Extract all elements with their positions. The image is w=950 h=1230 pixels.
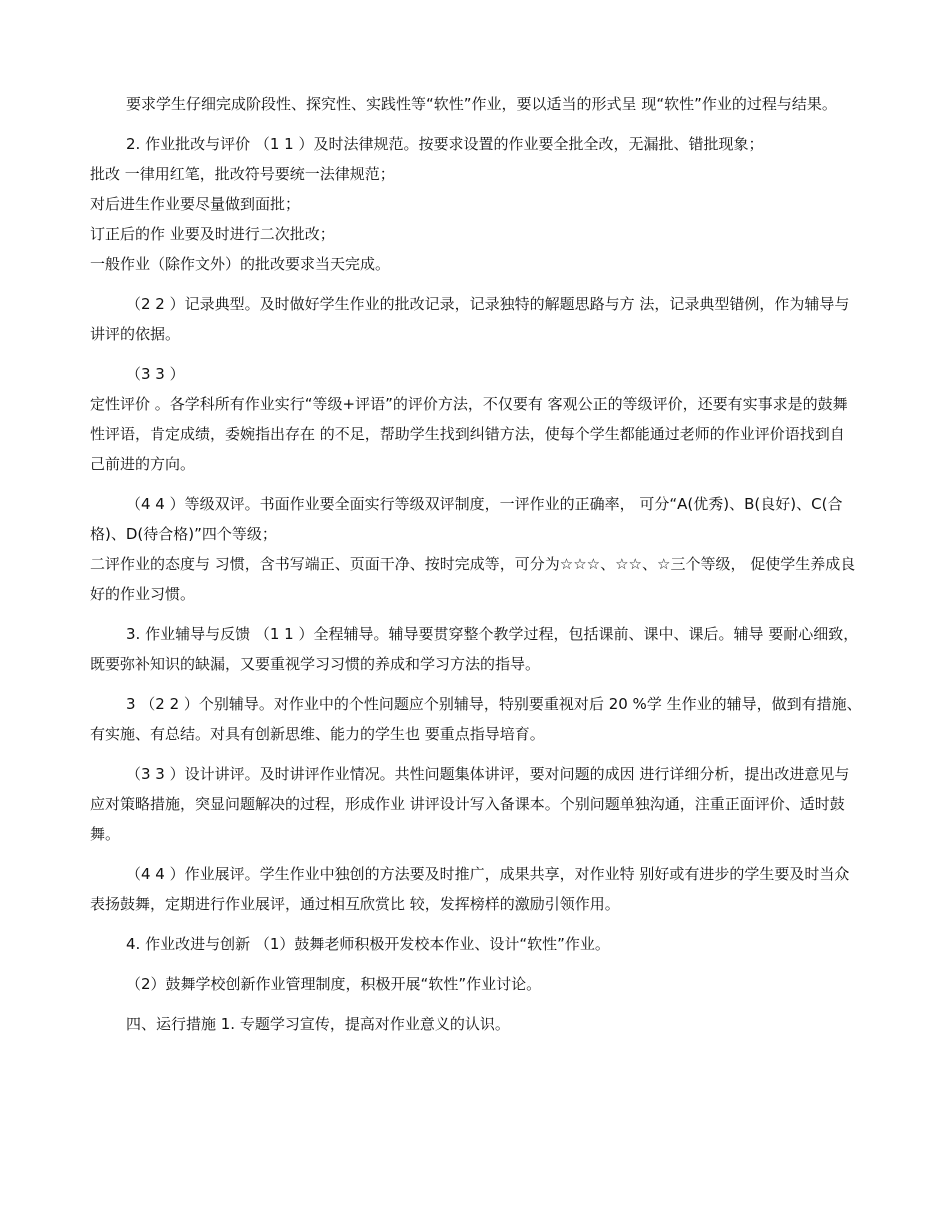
paragraph: 4. 作业改进与创新 （1）鼓舞老师积极开发校本作业、设计“软性”作业。 bbox=[126, 935, 610, 953]
paragraph: 2. 作业批改与评价 （1 1 ）及时法律规范。按要求设置的作业要全批全改，无漏批、错批现象； bbox=[126, 135, 764, 153]
document-body bbox=[90, 89, 862, 1039]
paragraph: （2）鼓舞学校创新作业管理制度，积极开展“软性”作业讨论。 bbox=[126, 975, 542, 993]
paragraph: （3 3 ）设计讲评。及时讲评作业情况。共性问题集体讲评，要对问题的成因 进行详细分析，提出改进意见与应对策略措施，突显问题解决的过程，形成作业 讲评设计写入备课本。个别问题单独沟通，注重正面评价、适时鼓舞。 bbox=[90, 765, 850, 843]
paragraph: 二评作业的态度与 习惯，含书写端正、页面干净、按时完成等，可分为☆☆☆、☆☆、☆三个等级， 促使学生养成良好的作业习惯。 bbox=[90, 555, 856, 603]
paragraph: 3 （2 2 ）个别辅导。对作业中的个性问题应个别辅导，特别要重视对后 20 %学 生作业的辅导，做到有措施、有实施、有总结。对具有创新思维、能力的学生也 要重点指导培育。 bbox=[90, 695, 862, 743]
paragraph: （4 4 ）作业展评。学生作业中独创的方法要及时推广，成果共享，对作业特 别好或有进步的学生要及时当众表扬鼓舞，定期进行作业展评，通过相互欣赏比 较，发挥榜样的激励引领作用。 bbox=[90, 865, 850, 913]
paragraph: 批改 一律用红笔，批改符号要统一法律规范； bbox=[90, 165, 395, 183]
paragraph: （4 4 ）等级双评。书面作业要全面实行等级双评制度，一评作业的正确率， 可分“A(优秀)、B(良好)、C(合格)、D(待合格)”四个等级； bbox=[90, 495, 843, 543]
paragraph: （3 3 ） bbox=[126, 365, 185, 383]
paragraph: 对后进生作业要尽量做到面批； bbox=[90, 195, 301, 213]
paragraph: 一般作业（除作文外）的批改要求当天完成。 bbox=[90, 255, 391, 273]
paragraph: 订正后的作 业要及时进行二次批改； bbox=[90, 225, 335, 243]
paragraph: 四、运行措施 1. 专题学习宣传，提高对作业意义的认识。 bbox=[126, 1015, 510, 1033]
paragraph: 定性评价 。各学科所有作业实行“等级+评语”的评价方法，不仅要有 客观公正的等级评价，还要有实事求是的鼓舞性评语，肯定成绩，委婉指出存在 的不足，帮助学生找到纠错方法，使每个学生都能通过老师的作业评价语找到自 己前进的方向。 bbox=[90, 395, 848, 473]
paragraph: 3. 作业辅导与反馈 （1 1 ）全程辅导。辅导要贯穿整个教学过程，包括课前、课中、课后。辅导 要耐心细致，既要弥补知识的缺漏，又要重视学习习惯的养成和学习方法的指导。 bbox=[90, 625, 859, 673]
paragraph: （2 2 ）记录典型。及时做好学生作业的批改记录，记录独特的解题思路与方 法，记录典型错例，作为辅导与讲评的依据。 bbox=[90, 295, 850, 343]
paragraph: 要求学生仔细完成阶段性、探究性、实践性等“软性”作业，要以适当的形式呈 现“软性”作业的过程与结果。 bbox=[126, 95, 837, 113]
